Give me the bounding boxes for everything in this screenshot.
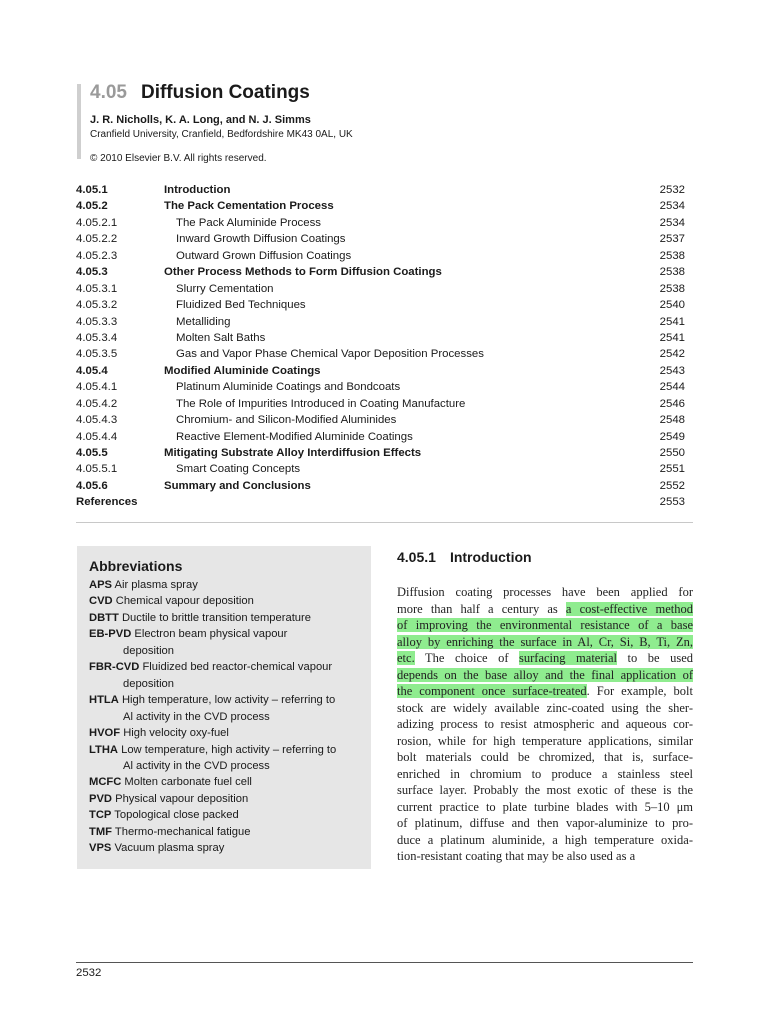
table-of-contents	[76, 182, 685, 511]
abbreviation-definition-continued: deposition	[123, 644, 175, 657]
abbreviation-item	[89, 610, 361, 626]
abbreviation-definition: High velocity oxy-fuel	[123, 727, 229, 740]
abbreviation-definition: Fluidized bed reactor-chemical vapour	[142, 661, 333, 674]
body-line	[397, 617, 693, 634]
toc-entry	[76, 346, 685, 362]
toc-entry	[76, 248, 685, 264]
toc-entry-title: The Role of Impurities Introduced in Coating Manufacture	[176, 397, 466, 410]
toc-entry-title: Outward Grown Diffusion Coatings	[176, 249, 352, 262]
body-text-segment: duce a platinum aluminide, a high temperature oxida-	[397, 832, 693, 847]
introduction-body-text	[397, 584, 693, 865]
toc-entry-title: Slurry Cementation	[176, 282, 274, 295]
abbreviation-definition: Thermo-mechanical fatigue	[114, 825, 251, 838]
abbreviation-definition-continued: Al activity in the CVD process	[123, 759, 270, 772]
toc-entry-number: 4.05.5.1	[76, 463, 118, 476]
toc-entry	[76, 182, 685, 198]
abbreviation-definition: Molten carbonate fuel cell	[124, 776, 252, 789]
toc-entry-number: 4.05.4.1	[76, 381, 118, 394]
toc-entry	[76, 198, 685, 214]
abbreviation-item	[89, 840, 361, 856]
toc-entry-title: Gas and Vapor Phase Chemical Vapor Deposition Processes	[176, 348, 484, 361]
body-text-segment: bolt materials could be chromized, that is, surface-	[397, 750, 693, 764]
abbreviation-code: DBTT	[89, 611, 119, 624]
toc-entry-number: 4.05.5	[76, 447, 108, 459]
abbreviation-definition: Electron beam physical vapour	[134, 628, 288, 641]
abbreviation-code: TCP	[89, 809, 112, 822]
highlighted-text: the component once surface-treated	[397, 684, 587, 698]
toc-entry-page: 2550	[659, 447, 685, 459]
chapter-title-text: Diffusion Coatings	[140, 82, 310, 103]
body-line	[397, 667, 693, 684]
copyright-notice: © 2010 Elsevier B.V. All rights reserved.	[90, 153, 267, 164]
abbreviation-item	[89, 577, 361, 593]
abbreviation-definition: Ductile to brittle transition temperature	[121, 611, 311, 624]
section-title: Introduction	[449, 549, 532, 565]
toc-entry-title: The Pack Aluminide Process	[176, 216, 321, 229]
toc-entry-number: 4.05.3.1	[76, 282, 118, 295]
body-text-segment: surface layer. Probably the most exotic of these is the	[397, 783, 693, 797]
abbreviation-definition: High temperature, low activity – referring to	[121, 694, 336, 707]
toc-entry	[76, 297, 685, 313]
body-text-segment: adizing process to resist atmospheric and aqueous cor-	[397, 717, 693, 731]
highlighted-text: surfacing material	[519, 651, 617, 665]
body-text-segment: more than half a century as	[397, 601, 566, 616]
highlighted-text: alloy by enriching the surface in Al, Cr, Si, B, Ti, Zn,	[397, 634, 693, 649]
abbreviation-item	[89, 774, 361, 790]
toc-entry-page: 2538	[659, 282, 685, 295]
toc-entry	[76, 396, 685, 412]
body-line	[397, 766, 693, 783]
toc-entry-page: 2552	[659, 479, 685, 492]
abbreviation-item	[89, 692, 361, 725]
toc-entry	[76, 281, 685, 297]
section-number: 4.05.1	[397, 549, 436, 565]
toc-entry-number: 4.05.4	[76, 364, 108, 377]
body-line	[397, 848, 693, 865]
body-line	[397, 733, 693, 750]
toc-entry-title: Smart Coating Concepts	[176, 463, 301, 476]
toc-entry-page: 2542	[659, 348, 685, 361]
body-line	[397, 832, 693, 849]
abbreviation-code: HVOF	[89, 727, 121, 740]
toc-entry-title: Metalliding	[176, 315, 231, 328]
toc-entry-title: Chromium- and Silicon-Modified Aluminides	[176, 414, 397, 427]
abbreviation-item	[89, 807, 361, 823]
toc-entry	[76, 330, 685, 346]
toc-entry-title: Inward Growth Diffusion Coatings	[176, 233, 346, 246]
toc-entry	[76, 494, 685, 510]
toc-entry-page: 2538	[659, 266, 685, 279]
abbreviation-item	[89, 659, 361, 692]
chapter-number: 4.05	[90, 82, 127, 103]
toc-entry-number: 4.05.3.2	[76, 299, 118, 312]
abbreviation-code: APS	[89, 579, 113, 591]
body-line	[397, 749, 693, 766]
highlighted-text: etc.	[397, 651, 415, 665]
toc-entry-page: 2551	[659, 463, 685, 476]
abbreviation-definition: Chemical vapour deposition	[115, 595, 254, 608]
toc-entry-number: 4.05.4.3	[76, 414, 118, 427]
toc-entry-title: Other Process Methods to Form Diffusion Coatings	[164, 266, 442, 279]
body-line	[397, 634, 693, 651]
toc-entry-title: Platinum Aluminide Coatings and Bondcoats	[176, 381, 401, 394]
toc-entry-page: 2538	[659, 249, 685, 262]
toc-entry-title: Introduction	[164, 184, 231, 196]
highlighted-text: of improving the environmental resistance of a base	[397, 618, 693, 632]
toc-entry	[76, 231, 685, 247]
toc-entry	[76, 314, 685, 330]
toc-entry-number: 4.05.3.3	[76, 315, 118, 328]
toc-entry-page: 2537	[659, 233, 685, 246]
abbreviations-heading: Abbreviations	[89, 558, 183, 574]
toc-entry-number: 4.05.3.5	[76, 348, 118, 361]
abbreviation-code: CVD	[89, 595, 113, 608]
toc-entry	[76, 461, 685, 477]
body-text-segment: to be used	[617, 651, 693, 665]
abbreviation-item	[89, 725, 361, 741]
section-heading-introduction	[397, 549, 532, 565]
toc-entry-number: 4.05.6	[76, 479, 108, 492]
toc-entry-number: 4.05.4.2	[76, 397, 118, 410]
toc-entry	[76, 429, 685, 445]
toc-entry-number: 4.05.4.4	[76, 430, 118, 443]
body-text-segment: current practice to plate turbine blades with 5–10 μm	[397, 799, 693, 814]
abbreviation-code: FBR-CVD	[89, 661, 140, 674]
toc-entry-number: 4.05.2.1	[76, 216, 118, 229]
body-text-segment: . For example, bolt	[586, 684, 693, 698]
toc-divider	[76, 522, 693, 523]
abbreviation-definition-continued: Al activity in the CVD process	[123, 710, 270, 723]
toc-entry-number: 4.05.1	[76, 184, 108, 196]
highlighted-text: depends on the base alloy and the final application of	[397, 667, 693, 682]
toc-entry	[76, 264, 685, 280]
abbreviation-item	[89, 593, 361, 609]
body-text-segment: The choice of	[414, 651, 520, 665]
toc-entry-number: 4.05.3	[76, 266, 108, 279]
body-line	[397, 799, 693, 816]
body-line	[397, 601, 693, 618]
abbreviation-definition: Physical vapour deposition	[115, 792, 249, 805]
abbreviation-definition: Vacuum plasma spray	[114, 842, 225, 855]
body-line	[397, 700, 693, 717]
toc-entry-page: 2532	[659, 184, 685, 196]
footer-rule	[76, 962, 693, 963]
toc-entry-page: 2534	[659, 216, 685, 229]
body-line	[397, 683, 693, 700]
toc-entry	[76, 363, 685, 379]
toc-entry	[76, 445, 685, 461]
toc-entry	[76, 379, 685, 395]
toc-entry-title: Reactive Element-Modified Aluminide Coatings	[176, 430, 413, 443]
authors: J. R. Nicholls, K. A. Long, and N. J. Simms	[90, 114, 311, 126]
toc-entry-number: 4.05.3.4	[76, 331, 118, 344]
toc-entry-page: 2543	[659, 364, 685, 377]
abbreviations-box	[77, 546, 371, 869]
toc-entry	[76, 478, 685, 494]
toc-entry-number: 4.05.2.3	[76, 249, 118, 262]
toc-entry-page: 2541	[659, 331, 685, 344]
abbreviation-item	[89, 791, 361, 807]
abbreviation-definition-continued: deposition	[123, 677, 175, 690]
abbreviations-list	[89, 577, 361, 857]
toc-entry-page: 2549	[659, 430, 685, 443]
body-text-segment: of platinum, diffuse and then vapor-aluminize to pro-	[397, 816, 693, 830]
toc-entry-title: Modified Aluminide Coatings	[164, 364, 321, 377]
abbreviation-item	[89, 742, 361, 775]
chapter-title	[90, 82, 690, 104]
toc-entry-page: 2541	[659, 315, 685, 328]
abbreviation-item	[89, 824, 361, 840]
body-text-segment: rosion, while for high temperature applications, similar	[397, 733, 693, 748]
toc-entry	[76, 215, 685, 231]
body-text-segment: stock are widely available zinc-coated using the sher-	[397, 700, 693, 715]
body-text-segment: enriched in chromium to produce a stainless steel	[397, 766, 693, 781]
toc-entry-title: Mitigating Substrate Alloy Interdiffusion Effects	[164, 447, 422, 459]
abbreviation-item	[89, 626, 361, 659]
chapter-title-block	[77, 82, 690, 164]
body-text-segment: tion-resistant coating that may be also used as a	[397, 849, 636, 863]
toc-entry-page: 2553	[659, 496, 685, 509]
body-line	[397, 650, 693, 667]
toc-entry-number: 4.05.2	[76, 200, 108, 213]
toc-entry-number: References	[76, 496, 138, 509]
toc-entry-page: 2534	[659, 200, 685, 213]
abbreviation-code: VPS	[89, 842, 112, 855]
toc-entry-title: The Pack Cementation Process	[164, 200, 334, 213]
abbreviation-code: MCFC	[89, 776, 122, 789]
affiliation: Cranfield University, Cranfield, Bedfordshire MK43 0AL, UK	[90, 129, 353, 140]
toc-entry-title: Summary and Conclusions	[164, 479, 311, 492]
body-line	[397, 584, 693, 601]
toc-entry-page: 2544	[659, 381, 685, 394]
page-number: 2532	[76, 967, 102, 979]
abbreviation-code: HTLA	[89, 694, 119, 707]
toc-entry-page: 2540	[659, 299, 685, 312]
abbreviation-definition: Low temperature, high activity – referring to	[121, 743, 337, 756]
toc-entry-number: 4.05.2.2	[76, 233, 118, 246]
abbreviation-definition: Air plasma spray	[114, 579, 198, 591]
toc-entry-page: 2548	[659, 414, 685, 427]
abbreviation-code: EB-PVD	[89, 628, 132, 641]
abbreviation-code: PVD	[89, 792, 113, 805]
toc-entry-title: Molten Salt Baths	[176, 331, 266, 344]
body-text-segment: Diffusion coating processes have been applied for	[397, 585, 693, 599]
body-line	[397, 716, 693, 733]
abbreviation-code: TMF	[89, 825, 112, 838]
abbreviation-definition: Topological close packed	[114, 809, 239, 822]
highlighted-text: a cost-effective method	[565, 601, 693, 616]
toc-entry-page: 2546	[659, 397, 685, 410]
abbreviation-code: LTHA	[89, 743, 118, 756]
body-line	[397, 782, 693, 799]
toc-entry-title: Fluidized Bed Techniques	[176, 299, 306, 312]
body-line	[397, 815, 693, 832]
toc-entry	[76, 412, 685, 428]
